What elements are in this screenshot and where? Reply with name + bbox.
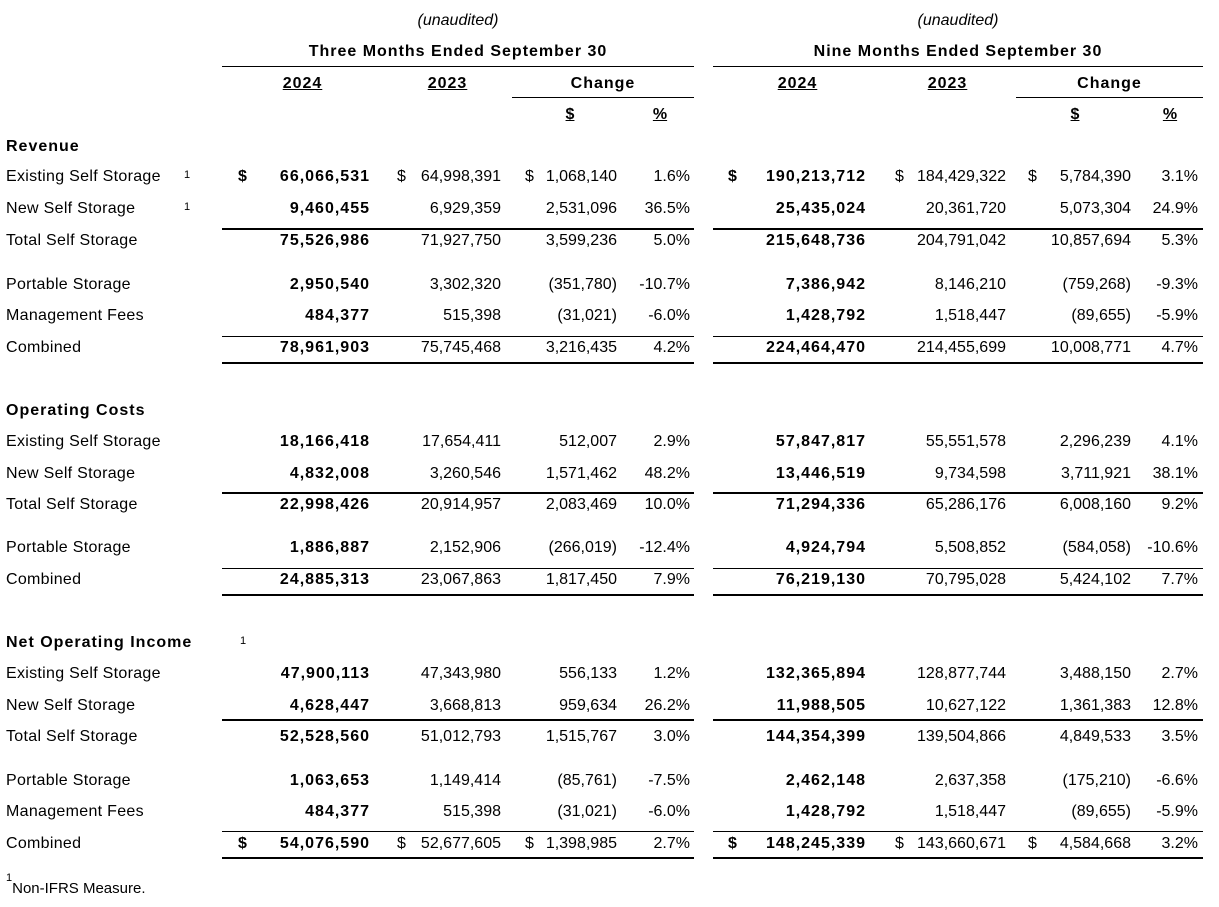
cell-n-chg: (759,268) bbox=[1062, 276, 1131, 293]
currency-symbol: $ bbox=[525, 835, 534, 852]
cell-q-prior: 64,998,391 bbox=[420, 168, 501, 185]
cell-n-prior: 143,660,671 bbox=[917, 835, 1006, 852]
cell-n-chg: (89,655) bbox=[1071, 803, 1131, 820]
unaudited-right-label: (unaudited) bbox=[917, 12, 999, 29]
cell-q-chg: 1,515,767 bbox=[545, 728, 617, 745]
cell-q-chg: 556,133 bbox=[559, 665, 617, 682]
cell-q-pct: -6.0% bbox=[648, 803, 690, 820]
currency-symbol: $ bbox=[895, 168, 904, 185]
cell-q-pct: -12.4% bbox=[639, 539, 690, 556]
cell-q-cur: 2,950,540 bbox=[289, 276, 370, 293]
rule-q bbox=[222, 362, 694, 364]
row-label: Existing Self Storage bbox=[6, 665, 161, 682]
cell-q-prior: 3,668,813 bbox=[429, 697, 501, 714]
cell-n-chg: 2,296,239 bbox=[1059, 433, 1131, 450]
cell-q-pct: 1.2% bbox=[653, 665, 690, 682]
cell-q-prior: 3,302,320 bbox=[429, 276, 501, 293]
rule-q bbox=[222, 568, 694, 569]
cell-q-cur: 52,528,560 bbox=[279, 728, 370, 745]
currency-symbol: $ bbox=[1028, 835, 1037, 852]
rule-n bbox=[713, 831, 1203, 832]
cell-n-pct: 3.5% bbox=[1161, 728, 1198, 745]
cell-n-chg: 3,488,150 bbox=[1059, 665, 1131, 682]
cell-n-prior: 128,877,744 bbox=[917, 665, 1006, 682]
cell-n-chg: 1,361,383 bbox=[1059, 697, 1131, 714]
n-year-prior-header: 2023 bbox=[927, 75, 968, 92]
currency-symbol: $ bbox=[728, 835, 737, 852]
row-label: Management Fees bbox=[6, 307, 144, 324]
n-dollar-header: $ bbox=[1070, 106, 1080, 123]
cell-n-pct: -5.9% bbox=[1156, 803, 1198, 820]
cell-n-pct: 2.7% bbox=[1161, 665, 1198, 682]
cell-n-prior: 8,146,210 bbox=[934, 276, 1006, 293]
rule-n bbox=[713, 492, 1203, 494]
n-percent-header: % bbox=[1162, 106, 1178, 123]
currency-symbol: $ bbox=[238, 835, 247, 852]
cell-n-cur: 2,462,148 bbox=[785, 772, 866, 789]
row-label: Total Self Storage bbox=[6, 496, 138, 513]
row-label: Portable Storage bbox=[6, 276, 131, 293]
rule-n bbox=[713, 568, 1203, 569]
cell-n-cur: 215,648,736 bbox=[766, 232, 866, 249]
cell-q-chg: 1,571,462 bbox=[545, 465, 617, 482]
cell-n-cur: 190,213,712 bbox=[766, 168, 866, 185]
cell-q-pct: -6.0% bbox=[648, 307, 690, 324]
cell-n-cur: 148,245,339 bbox=[766, 835, 866, 852]
cell-q-prior: 515,398 bbox=[443, 803, 501, 820]
row-label: Combined bbox=[6, 339, 82, 356]
cell-q-prior: 1,149,414 bbox=[429, 772, 501, 789]
cell-q-chg: (31,021) bbox=[557, 803, 617, 820]
cell-q-pct: 1.6% bbox=[653, 168, 690, 185]
cell-n-pct: 12.8% bbox=[1152, 697, 1198, 714]
cell-q-chg: 1,398,985 bbox=[545, 835, 617, 852]
q-percent-header: % bbox=[652, 106, 668, 123]
cell-n-chg: (584,058) bbox=[1062, 539, 1131, 556]
cell-q-chg: (351,780) bbox=[548, 276, 617, 293]
section-title: Net Operating Income bbox=[6, 634, 193, 651]
q-change-rule bbox=[512, 97, 694, 98]
cell-n-prior: 1,518,447 bbox=[934, 307, 1006, 324]
cell-q-chg: 3,599,236 bbox=[545, 232, 617, 249]
cell-q-cur: 24,885,313 bbox=[279, 571, 370, 588]
cell-n-prior: 10,627,122 bbox=[925, 697, 1006, 714]
period-right-rule bbox=[713, 66, 1203, 67]
cell-q-prior: 51,012,793 bbox=[420, 728, 501, 745]
n-year-current-header: 2024 bbox=[777, 75, 818, 92]
period-three-months-header: Three Months Ended September 30 bbox=[308, 43, 608, 60]
cell-q-cur: 47,900,113 bbox=[280, 665, 370, 682]
cell-n-chg: 5,073,304 bbox=[1059, 200, 1131, 217]
cell-q-pct: 3.0% bbox=[653, 728, 690, 745]
cell-n-prior: 20,361,720 bbox=[925, 200, 1006, 217]
rule-q bbox=[222, 228, 694, 230]
cell-q-pct: 4.2% bbox=[653, 339, 690, 356]
cell-q-prior: 20,914,957 bbox=[420, 496, 501, 513]
rule-q bbox=[222, 336, 694, 337]
cell-n-prior: 65,286,176 bbox=[925, 496, 1006, 513]
currency-symbol: $ bbox=[238, 168, 247, 185]
period-left-rule bbox=[222, 66, 694, 67]
cell-q-pct: 10.0% bbox=[644, 496, 690, 513]
rule-q bbox=[222, 594, 694, 596]
rule-q bbox=[222, 492, 694, 494]
cell-q-cur: 484,377 bbox=[305, 307, 370, 324]
row-label-footnote-marker: 1 bbox=[184, 169, 191, 181]
cell-q-cur: 75,526,986 bbox=[279, 232, 370, 249]
cell-n-chg: (175,210) bbox=[1062, 772, 1131, 789]
cell-q-chg: (31,021) bbox=[557, 307, 617, 324]
cell-q-pct: 5.0% bbox=[653, 232, 690, 249]
cell-n-pct: 3.2% bbox=[1161, 835, 1198, 852]
row-label: Portable Storage bbox=[6, 539, 131, 556]
cell-n-prior: 1,518,447 bbox=[934, 803, 1006, 820]
row-label: New Self Storage bbox=[6, 465, 136, 482]
cell-q-chg: (266,019) bbox=[548, 539, 617, 556]
cell-n-cur: 71,294,336 bbox=[775, 496, 866, 513]
row-label: Management Fees bbox=[6, 803, 144, 820]
currency-symbol: $ bbox=[728, 168, 737, 185]
cell-q-chg: (85,761) bbox=[557, 772, 617, 789]
cell-n-pct: 9.2% bbox=[1161, 496, 1198, 513]
cell-q-cur: 78,961,903 bbox=[279, 339, 370, 356]
cell-q-pct: 48.2% bbox=[644, 465, 690, 482]
cell-n-chg: 5,784,390 bbox=[1059, 168, 1131, 185]
cell-q-prior: 23,067,863 bbox=[420, 571, 501, 588]
cell-q-prior: 71,927,750 bbox=[420, 232, 501, 249]
currency-symbol: $ bbox=[1028, 168, 1037, 185]
n-change-rule bbox=[1016, 97, 1203, 98]
rule-n bbox=[713, 719, 1203, 721]
cell-q-cur: 54,076,590 bbox=[279, 835, 370, 852]
cell-q-cur: 9,460,455 bbox=[289, 200, 370, 217]
rule-n bbox=[713, 594, 1203, 596]
cell-q-prior: 3,260,546 bbox=[429, 465, 501, 482]
cell-q-prior: 2,152,906 bbox=[429, 539, 501, 556]
cell-n-prior: 70,795,028 bbox=[925, 571, 1006, 588]
cell-n-pct: 4.7% bbox=[1161, 339, 1198, 356]
currency-symbol: $ bbox=[397, 835, 406, 852]
footnote bbox=[6, 872, 146, 899]
footnote-text: Non-IFRS Measure. bbox=[12, 880, 146, 897]
row-label: Existing Self Storage bbox=[6, 433, 161, 450]
row-label: Combined bbox=[6, 835, 82, 852]
cell-q-cur: 66,066,531 bbox=[279, 168, 370, 185]
rule-n bbox=[713, 857, 1203, 859]
cell-n-pct: -6.6% bbox=[1156, 772, 1198, 789]
cell-q-chg: 2,083,469 bbox=[545, 496, 617, 513]
row-label: Existing Self Storage bbox=[6, 168, 161, 185]
cell-q-chg: 1,068,140 bbox=[545, 168, 617, 185]
cell-n-prior: 204,791,042 bbox=[917, 232, 1006, 249]
cell-n-prior: 2,637,358 bbox=[934, 772, 1006, 789]
cell-q-chg: 2,531,096 bbox=[545, 200, 617, 217]
cell-n-prior: 55,551,578 bbox=[925, 433, 1006, 450]
cell-n-pct: -10.6% bbox=[1147, 539, 1198, 556]
cell-q-cur: 1,063,653 bbox=[289, 772, 370, 789]
row-label: New Self Storage bbox=[6, 200, 136, 217]
cell-n-prior: 214,455,699 bbox=[917, 339, 1006, 356]
cell-q-chg: 3,216,435 bbox=[545, 339, 617, 356]
period-nine-months-header: Nine Months Ended September 30 bbox=[813, 43, 1103, 60]
cell-q-cur: 18,166,418 bbox=[279, 433, 370, 450]
cell-n-prior: 184,429,322 bbox=[917, 168, 1006, 185]
cell-q-prior: 17,654,411 bbox=[422, 433, 501, 450]
cell-q-prior: 515,398 bbox=[443, 307, 501, 324]
cell-q-prior: 75,745,468 bbox=[420, 339, 501, 356]
cell-q-pct: 2.9% bbox=[653, 433, 690, 450]
cell-n-prior: 139,504,866 bbox=[917, 728, 1006, 745]
section-title-footnote-marker: 1 bbox=[240, 635, 247, 647]
cell-n-pct: 3.1% bbox=[1161, 168, 1198, 185]
footnote-marker: 1 bbox=[6, 872, 13, 884]
rule-q bbox=[222, 831, 694, 832]
cell-n-chg: 3,711,921 bbox=[1061, 465, 1131, 482]
cell-n-cur: 13,446,519 bbox=[775, 465, 866, 482]
cell-q-chg: 1,817,450 bbox=[545, 571, 617, 588]
currency-symbol: $ bbox=[525, 168, 534, 185]
currency-symbol: $ bbox=[895, 835, 904, 852]
cell-q-cur: 4,628,447 bbox=[289, 697, 370, 714]
unaudited-left-label: (unaudited) bbox=[417, 12, 499, 29]
cell-q-chg: 512,007 bbox=[559, 433, 617, 450]
cell-n-chg: 10,857,694 bbox=[1050, 232, 1131, 249]
section-title: Revenue bbox=[6, 138, 80, 155]
cell-q-prior: 6,929,359 bbox=[429, 200, 501, 217]
cell-n-pct: 38.1% bbox=[1152, 465, 1198, 482]
q-change-header: Change bbox=[570, 75, 636, 92]
q-year-prior-header: 2023 bbox=[427, 75, 468, 92]
cell-n-pct: 5.3% bbox=[1161, 232, 1198, 249]
cell-q-prior: 52,677,605 bbox=[420, 835, 501, 852]
rule-n bbox=[713, 336, 1203, 337]
row-label-footnote-marker: 1 bbox=[184, 201, 191, 213]
cell-n-chg: (89,655) bbox=[1071, 307, 1131, 324]
cell-q-pct: -7.5% bbox=[648, 772, 690, 789]
row-label: Portable Storage bbox=[6, 772, 131, 789]
cell-q-cur: 484,377 bbox=[305, 803, 370, 820]
cell-q-pct: 7.9% bbox=[653, 571, 690, 588]
row-label: Total Self Storage bbox=[6, 232, 138, 249]
rule-n bbox=[713, 362, 1203, 364]
cell-n-chg: 5,424,102 bbox=[1059, 571, 1131, 588]
cell-n-prior: 5,508,852 bbox=[934, 539, 1006, 556]
cell-n-pct: -9.3% bbox=[1156, 276, 1198, 293]
cell-n-cur: 132,365,894 bbox=[766, 665, 866, 682]
rule-n bbox=[713, 228, 1203, 230]
cell-n-pct: 24.9% bbox=[1152, 200, 1198, 217]
cell-q-chg: 959,634 bbox=[559, 697, 617, 714]
cell-n-prior: 9,734,598 bbox=[934, 465, 1006, 482]
cell-q-pct: -10.7% bbox=[639, 276, 690, 293]
cell-q-cur: 22,998,426 bbox=[279, 496, 370, 513]
cell-n-pct: 4.1% bbox=[1161, 433, 1198, 450]
cell-q-pct: 36.5% bbox=[644, 200, 690, 217]
cell-n-cur: 1,428,792 bbox=[785, 803, 866, 820]
cell-q-pct: 26.2% bbox=[644, 697, 690, 714]
cell-n-cur: 1,428,792 bbox=[785, 307, 866, 324]
rule-q bbox=[222, 719, 694, 721]
cell-q-cur: 1,886,887 bbox=[289, 539, 370, 556]
cell-n-cur: 4,924,794 bbox=[785, 539, 866, 556]
cell-n-cur: 144,354,399 bbox=[766, 728, 866, 745]
cell-n-chg: 4,849,533 bbox=[1059, 728, 1131, 745]
section-title: Operating Costs bbox=[6, 402, 146, 419]
rule-q bbox=[222, 857, 694, 859]
currency-symbol: $ bbox=[397, 168, 406, 185]
cell-n-chg: 10,008,771 bbox=[1050, 339, 1131, 356]
cell-n-pct: -5.9% bbox=[1156, 307, 1198, 324]
cell-n-pct: 7.7% bbox=[1161, 571, 1198, 588]
n-change-header: Change bbox=[1077, 75, 1142, 92]
q-dollar-header: $ bbox=[565, 106, 575, 123]
cell-n-cur: 57,847,817 bbox=[775, 433, 866, 450]
row-label: Total Self Storage bbox=[6, 728, 138, 745]
cell-n-chg: 4,584,668 bbox=[1059, 835, 1131, 852]
cell-n-cur: 224,464,470 bbox=[766, 339, 866, 356]
q-year-current-header: 2024 bbox=[282, 75, 323, 92]
cell-n-cur: 76,219,130 bbox=[775, 571, 866, 588]
row-label: New Self Storage bbox=[6, 697, 136, 714]
cell-q-pct: 2.7% bbox=[653, 835, 690, 852]
row-label: Combined bbox=[6, 571, 82, 588]
cell-n-cur: 7,386,942 bbox=[785, 276, 866, 293]
cell-q-prior: 47,343,980 bbox=[420, 665, 501, 682]
cell-n-cur: 11,988,505 bbox=[776, 697, 866, 714]
cell-n-chg: 6,008,160 bbox=[1059, 496, 1131, 513]
cell-n-cur: 25,435,024 bbox=[775, 200, 866, 217]
cell-q-cur: 4,832,008 bbox=[289, 465, 370, 482]
